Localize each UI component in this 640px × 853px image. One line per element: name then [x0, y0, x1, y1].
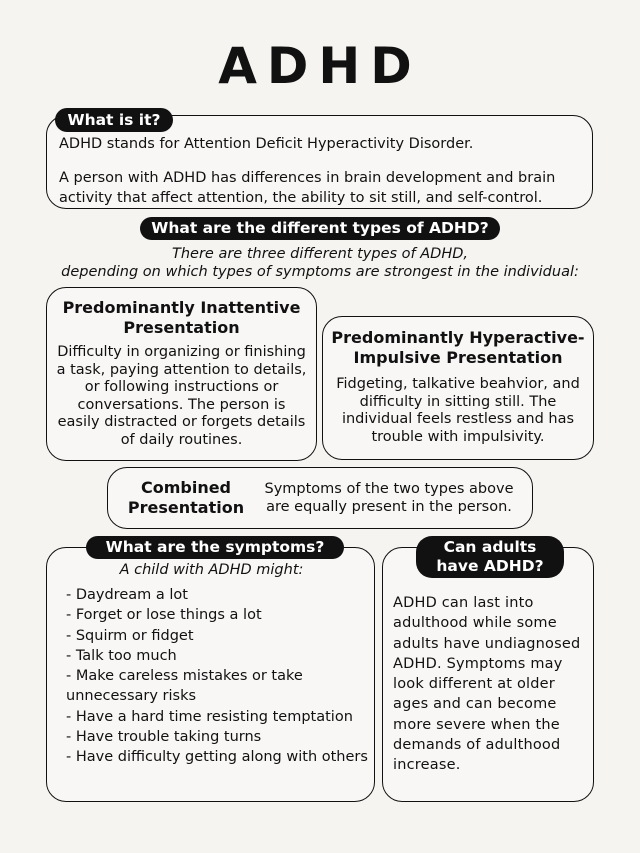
what-is-it-description: A person with ADHD has differences in brain development and brain activity that affect attention, the ability to sit still, and self-control. [59, 170, 556, 206]
symptom-item: - Have difficulty getting along with others [66, 749, 368, 766]
symptoms-list [66, 585, 371, 768]
hyperactive-body: Fidgeting, talkative beahvior, and difficulty in sitting still. The individual feels restless and has trouble with impulsivity. [336, 376, 580, 445]
inattentive-title: Predominantly Inattentive Presentation [62, 298, 301, 337]
inattentive-body: Difficulty in organizing or finishing a task, paying attention to details, or following instructions or conversations. The person is easily distracted or forgets details of daily routines. [56, 344, 307, 448]
symptoms-card [46, 547, 375, 802]
combined-card [107, 467, 533, 529]
symptom-item: - Have a hard time resisting temptation [66, 708, 353, 725]
hyperactive-title: Predominantly Hyperactive-Impulsive Presentation [331, 328, 585, 367]
symptom-item: - Forget or lose things a lot [66, 607, 262, 624]
types-label: What are the different types of ADHD? [140, 217, 500, 240]
types-intro [20, 246, 620, 281]
types-intro-line1: There are three different types of ADHD, [171, 246, 468, 262]
symptom-item: - Make careless mistakes or take unnecessary risks [66, 668, 303, 705]
symptoms-intro: A child with ADHD might: [119, 562, 304, 578]
page-title: ADHD [218, 37, 422, 95]
adults-label [416, 536, 564, 578]
symptom-item: - Talk too much [66, 647, 177, 664]
adults-card [382, 547, 594, 802]
adults-label-line2: have ADHD? [436, 557, 544, 575]
combined-body: Symptoms of the two types above are equally present in the person. [264, 481, 514, 515]
inattentive-card [46, 287, 317, 461]
combined-title: Combined Presentation [127, 478, 245, 517]
adults-label-line1: Can adults [443, 538, 537, 556]
symptoms-label: What are the symptoms? [86, 536, 344, 559]
types-intro-line2: depending on which types of symptoms are strongest in the individual: [61, 263, 579, 280]
adults-body: ADHD can last into adulthood while some adults have undiagnosed ADHD. Symptoms may look different at older ages and can become more severe when the demands of adulthood increase. [393, 595, 581, 774]
symptom-item: - Squirm or fidget [66, 627, 194, 644]
symptom-item: - Have trouble taking turns [66, 729, 262, 746]
hyperactive-card [322, 316, 594, 460]
what-is-it-definition: ADHD stands for Attention Deficit Hyperactivity Disorder. [59, 136, 474, 152]
symptom-item: - Daydream a lot [66, 587, 188, 603]
what-is-it-label: What is it? [55, 108, 173, 132]
